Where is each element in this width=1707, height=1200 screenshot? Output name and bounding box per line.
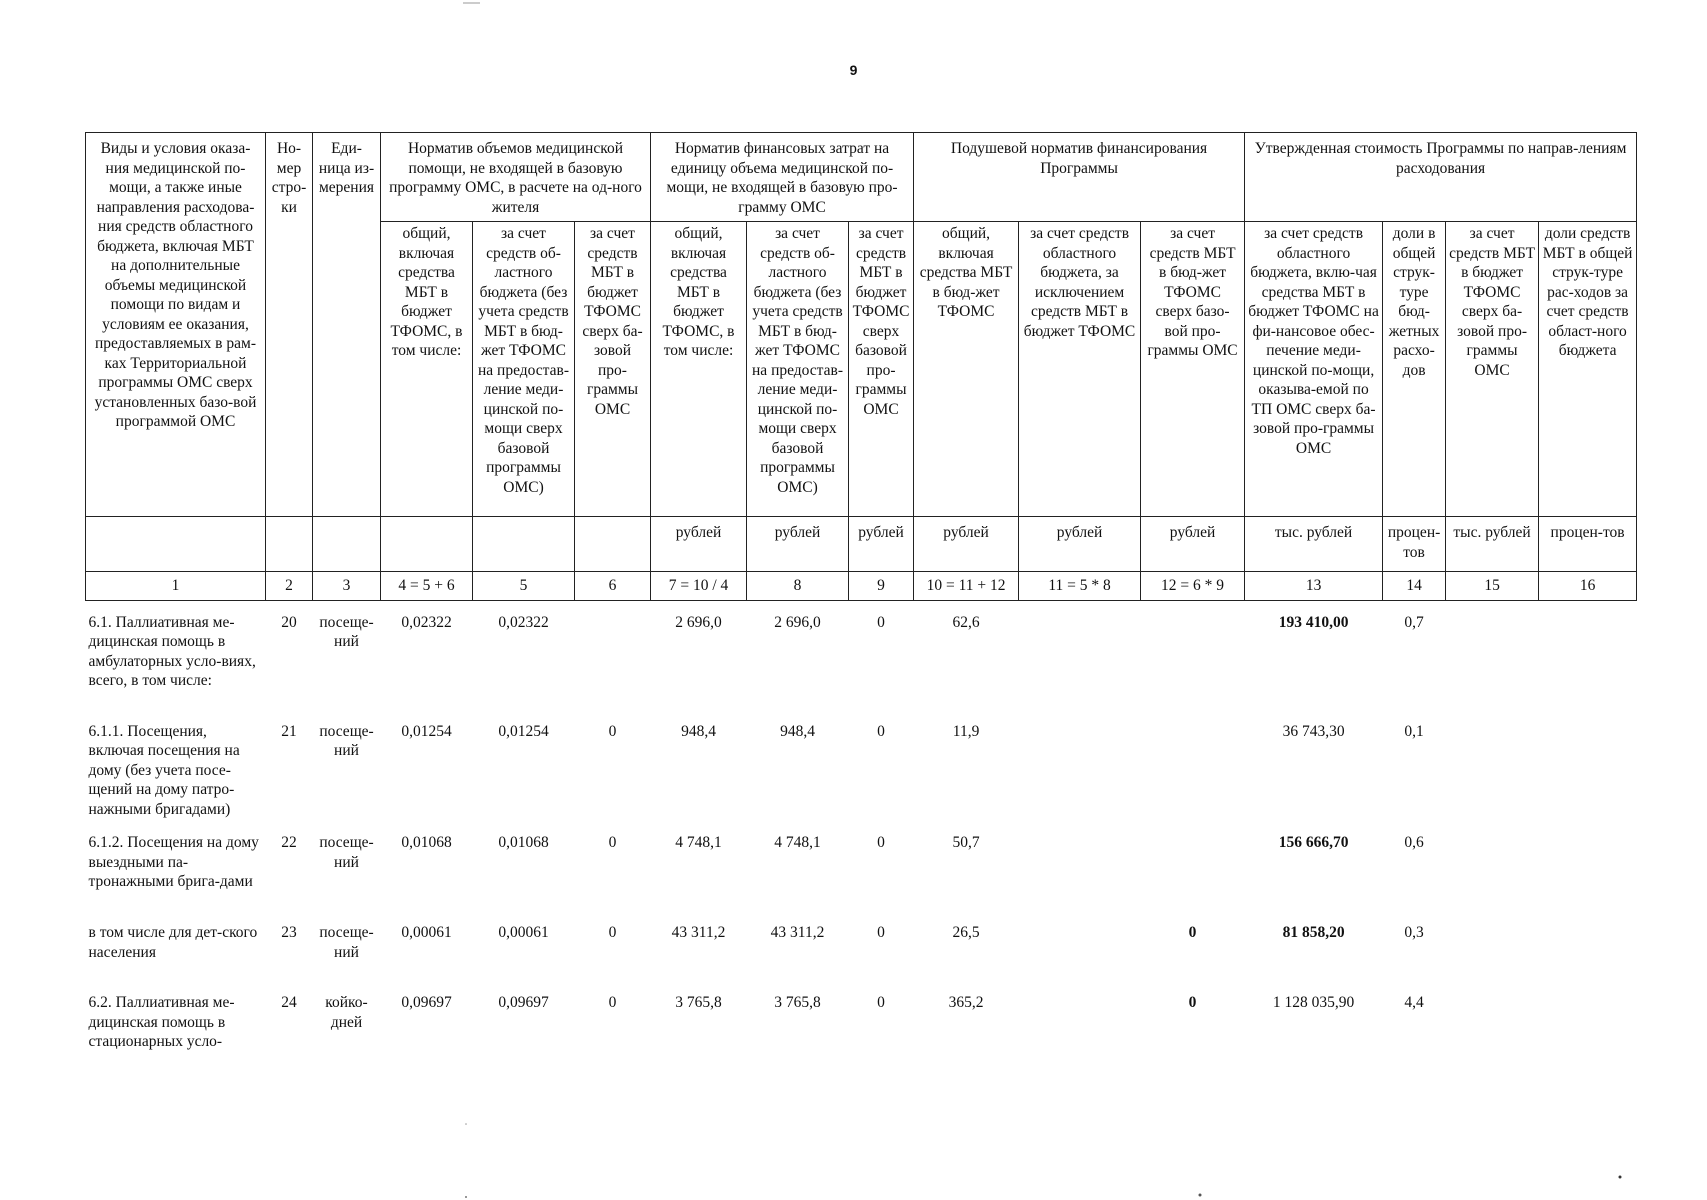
row-cell-col7: 2 696,0 bbox=[675, 613, 722, 631]
column-number-7: 7 = 10 / 4 bbox=[651, 572, 747, 601]
unit-cell-3 bbox=[313, 517, 381, 572]
row-cell-col7: 3 765,8 bbox=[675, 994, 722, 1011]
row-cell-col6: 0 bbox=[608, 994, 617, 1011]
column-number-15: 15 bbox=[1446, 572, 1539, 601]
header-row-number: Но-мер стро-ки bbox=[266, 133, 313, 517]
unit-cell-5 bbox=[473, 517, 575, 572]
table-row bbox=[86, 710, 1637, 822]
row-cell-col12 bbox=[1141, 600, 1245, 710]
unit-cell-8: рублей bbox=[747, 517, 849, 572]
row-cell-col2: 20 bbox=[281, 613, 297, 631]
row-name: 6.1.2. Посещения на дому выездными па-тронажными брига-дами bbox=[88, 834, 259, 890]
column-number-14: 14 bbox=[1383, 572, 1446, 601]
row-name: 6.1.1. Посещения, включая посещения на дому (без учета посе-щений на дому патро-нажными бригадами) bbox=[88, 722, 240, 818]
unit-cell-9: рублей bbox=[849, 517, 914, 572]
row-cell-col9: 0 bbox=[877, 834, 885, 851]
row-cell-col3: посеще-ний bbox=[319, 722, 374, 759]
row-cell-col4: 0,02322 bbox=[401, 613, 452, 631]
row-name: 6.2. Паллиативная ме-дицинская помощь в стационарных усло- bbox=[88, 994, 235, 1050]
unit-cell-12: рублей bbox=[1141, 517, 1245, 572]
row-cell-col4: 0,00061 bbox=[401, 924, 452, 941]
header-approved-cost: Утвержденная стоимость Программы по направ-лениям расходования bbox=[1245, 133, 1637, 222]
row-cell-col3: посеще-ний bbox=[319, 613, 374, 650]
column-numbers-row bbox=[86, 572, 1637, 601]
header-percapita-norm: Подушевой норматив финансирования Программы bbox=[914, 133, 1245, 222]
column-number-10: 10 = 11 + 12 bbox=[914, 572, 1019, 601]
header-c7: общий, включая средства МБТ в бюджет ТФОМС, в том числе: bbox=[651, 222, 747, 517]
header-c11: за счет средств областного бюджета, за исключением средств МБТ в бюджет ТФОМС bbox=[1019, 222, 1141, 517]
row-name: 6.1. Паллиативная ме-дицинская помощь в амбулаторных усло-виях, всего, в том числе: bbox=[88, 613, 256, 689]
row-cell-col13: 81 858,20 bbox=[1282, 924, 1345, 941]
row-cell-col8: 2 696,0 bbox=[774, 613, 821, 631]
unit-cell-11: рублей bbox=[1019, 517, 1141, 572]
row-cell-col5: 0,02322 bbox=[498, 613, 549, 631]
row-cell-col9: 0 bbox=[877, 924, 885, 941]
header-c13: за счет средств областного бюджета, вклю-чая средства МБТ в бюджет ТФОМС на фи-нансовое обес-печение меди-цинской по-мощи, оказыва-емой по ТП ОМС сверх ба-зовой про-граммы ОМС bbox=[1245, 222, 1383, 517]
column-number-4: 4 = 5 + 6 bbox=[381, 572, 473, 601]
row-cell-col13: 156 666,70 bbox=[1278, 834, 1349, 851]
row-cell-col8: 4 748,1 bbox=[774, 834, 821, 851]
row-cell-col16 bbox=[1539, 911, 1637, 981]
row-cell-col10: 62,6 bbox=[952, 613, 980, 631]
row-cell-col13: 1 128 035,90 bbox=[1272, 994, 1355, 1011]
row-cell-col15 bbox=[1446, 710, 1539, 822]
program-cost-table bbox=[85, 132, 1637, 1055]
unit-cell-2 bbox=[266, 517, 313, 572]
page-number: 9 bbox=[849, 62, 858, 78]
row-cell-col14: 4,4 bbox=[1404, 994, 1424, 1011]
row-cell-col11 bbox=[1019, 981, 1141, 1055]
row-cell-col14: 0,7 bbox=[1404, 613, 1424, 631]
row-cell-col12: 0 bbox=[1188, 994, 1197, 1011]
unit-cell-4 bbox=[381, 517, 473, 572]
header-c9: за счет средств МБТ в бюджет ТФОМС сверх базовой про-граммы ОМС bbox=[849, 222, 914, 517]
row-cell-col15 bbox=[1446, 981, 1539, 1055]
column-number-12: 12 = 6 * 9 bbox=[1141, 572, 1245, 601]
row-cell-col11 bbox=[1019, 911, 1141, 981]
row-cell-col9: 0 bbox=[877, 613, 885, 631]
header-group-row bbox=[86, 133, 1637, 222]
row-cell-col12: 0 bbox=[1188, 924, 1197, 941]
row-cell-col6 bbox=[575, 600, 651, 710]
unit-cell-16: процен-тов bbox=[1539, 517, 1637, 572]
row-cell-col6: 0 bbox=[608, 924, 617, 941]
row-cell-col10: 50,7 bbox=[952, 834, 980, 851]
row-cell-col2: 22 bbox=[281, 834, 297, 851]
row-name: в том числе для дет-ского населения bbox=[88, 924, 258, 961]
row-cell-col9: 0 bbox=[877, 722, 885, 740]
header-volume-norm: Норматив объемов медицинской помощи, не входящей в базовую программу ОМС, в расчете на од-ного жителя bbox=[381, 133, 651, 222]
row-cell-col3: посеще-ний bbox=[319, 924, 374, 961]
row-cell-col11 bbox=[1019, 821, 1141, 911]
unit-cell-13: тыс. рублей bbox=[1245, 517, 1383, 572]
unit-cell-1 bbox=[86, 517, 266, 572]
header-c4: общий, включая средства МБТ в бюджет ТФОМС, в том числе: bbox=[381, 222, 473, 517]
header-unit: Еди-ница из-мерения bbox=[313, 133, 381, 517]
row-cell-col5: 0,09697 bbox=[498, 994, 549, 1011]
row-cell-col11 bbox=[1019, 600, 1141, 710]
row-cell-col3: посеще-ний bbox=[319, 834, 374, 871]
unit-cell-7: рублей bbox=[651, 517, 747, 572]
row-cell-col5: 0,01254 bbox=[498, 722, 549, 740]
column-number-2: 2 bbox=[266, 572, 313, 601]
row-cell-col16 bbox=[1539, 981, 1637, 1055]
row-cell-col8: 3 765,8 bbox=[774, 994, 821, 1011]
row-cell-col14: 0,6 bbox=[1404, 834, 1424, 851]
row-cell-col8: 948,4 bbox=[780, 722, 815, 740]
row-cell-col7: 43 311,2 bbox=[671, 924, 726, 941]
row-cell-col13: 36 743,30 bbox=[1282, 722, 1345, 740]
header-cost-norm: Норматив финансовых затрат на единицу объема медицинской по-мощи, не входящей в базовую про-грамму ОМС bbox=[651, 133, 914, 222]
row-cell-col10: 365,2 bbox=[948, 994, 984, 1011]
header-c15: за счет средств МБТ в бюджет ТФОМС сверх ба-зовой про-граммы ОМС bbox=[1446, 222, 1539, 517]
row-cell-col4: 0,01068 bbox=[401, 834, 452, 851]
row-cell-col5: 0,01068 bbox=[498, 834, 549, 851]
row-cell-col6: 0 bbox=[608, 834, 617, 851]
table-row bbox=[86, 821, 1637, 911]
row-cell-col15 bbox=[1446, 911, 1539, 981]
row-cell-col14: 0,3 bbox=[1404, 924, 1424, 941]
row-cell-col7: 4 748,1 bbox=[675, 834, 722, 851]
unit-cell-10: рублей bbox=[914, 517, 1019, 572]
column-number-5: 5 bbox=[473, 572, 575, 601]
units-row bbox=[86, 517, 1637, 572]
header-c6: за счет средств МБТ в бюджет ТФОМС сверх ба-зовой про-граммы ОМС bbox=[575, 222, 651, 517]
row-cell-col2: 24 bbox=[281, 994, 297, 1011]
column-number-16: 16 bbox=[1539, 572, 1637, 601]
row-cell-col11 bbox=[1019, 710, 1141, 822]
header-c10: общий, включая средства МБТ в бюд-жет ТФОМС bbox=[914, 222, 1019, 517]
row-cell-col12 bbox=[1141, 710, 1245, 822]
row-cell-col14: 0,1 bbox=[1404, 722, 1424, 740]
row-cell-col4: 0,09697 bbox=[401, 994, 452, 1011]
header-c16: доли средств МБТ в общей струк-туре рас-ходов за счет средств област-ного бюджета bbox=[1539, 222, 1637, 517]
row-cell-col9: 0 bbox=[877, 994, 885, 1011]
header-types: Виды и условия оказа-ния медицинской по-мощи, а также иные направления расходова-ния средств областного бюджета, включая МБТ на дополнительные объемы медицинской помощи по видам и условиям ее оказания, предоставляемых в рам-ках Территориальной программы ОМС сверх установленных базо-вой программой ОМС bbox=[86, 133, 266, 517]
column-number-3: 3 bbox=[313, 572, 381, 601]
header-c14: доли в общей струк-туре бюд-жетных расхо-дов bbox=[1383, 222, 1446, 517]
row-cell-col10: 26,5 bbox=[952, 924, 980, 941]
column-number-6: 6 bbox=[575, 572, 651, 601]
unit-cell-14: процен-тов bbox=[1383, 517, 1446, 572]
row-cell-col15 bbox=[1446, 600, 1539, 710]
row-cell-col16 bbox=[1539, 600, 1637, 710]
row-cell-col8: 43 311,2 bbox=[770, 924, 825, 941]
row-cell-col10: 11,9 bbox=[952, 722, 980, 740]
row-cell-col13: 193 410,00 bbox=[1278, 613, 1349, 631]
row-cell-col4: 0,01254 bbox=[401, 722, 452, 740]
header-c12: за счет средств МБТ в бюд-жет ТФОМС сверх базо-вой про-граммы ОМС bbox=[1141, 222, 1245, 517]
column-number-1: 1 bbox=[86, 572, 266, 601]
header-c8: за счет средств об-ластного бюджета (без учета средств МБТ в бюд-жет ТФОМС на предостав-ление меди-цинской по-мощи сверх базовой программы ОМС) bbox=[747, 222, 849, 517]
row-cell-col6: 0 bbox=[608, 722, 617, 740]
column-number-13: 13 bbox=[1245, 572, 1383, 601]
column-number-8: 8 bbox=[747, 572, 849, 601]
table-body bbox=[86, 600, 1637, 1055]
header-c5: за счет средств об-ластного бюджета (без учета средств МБТ в бюд-жет ТФОМС на предостав-ление меди-цинской по-мощи сверх базовой программы ОМС) bbox=[473, 222, 575, 517]
table-row bbox=[86, 911, 1637, 981]
table-row bbox=[86, 981, 1637, 1055]
row-cell-col3: койко-дней bbox=[325, 994, 368, 1031]
row-cell-col2: 23 bbox=[281, 924, 297, 941]
row-cell-col7: 948,4 bbox=[681, 722, 716, 740]
row-cell-col5: 0,00061 bbox=[498, 924, 549, 941]
row-cell-col16 bbox=[1539, 710, 1637, 822]
unit-cell-15: тыс. рублей bbox=[1446, 517, 1539, 572]
row-cell-col2: 21 bbox=[281, 722, 297, 740]
unit-cell-6 bbox=[575, 517, 651, 572]
table-row bbox=[86, 600, 1637, 710]
column-number-9: 9 bbox=[849, 572, 914, 601]
column-number-11: 11 = 5 * 8 bbox=[1019, 572, 1141, 601]
row-cell-col15 bbox=[1446, 821, 1539, 911]
row-cell-col12 bbox=[1141, 821, 1245, 911]
row-cell-col16 bbox=[1539, 821, 1637, 911]
